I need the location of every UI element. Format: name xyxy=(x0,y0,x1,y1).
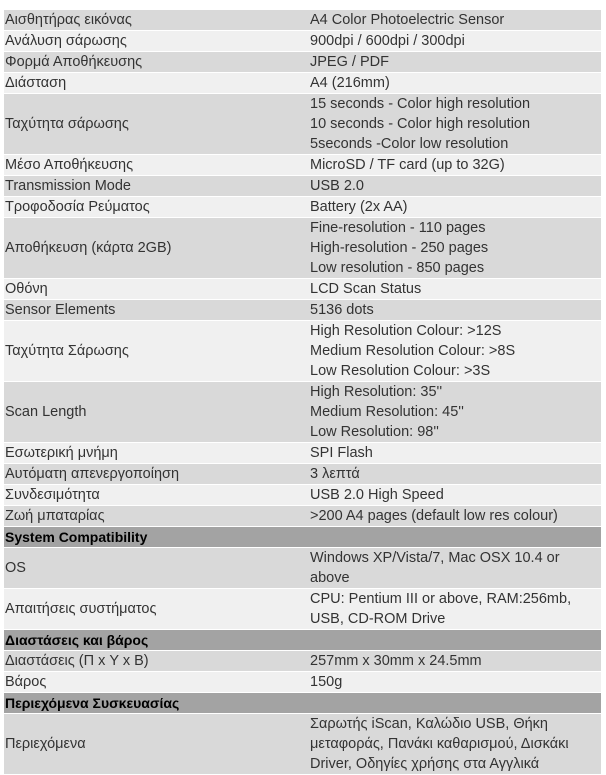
spec-label: Διαστάσεις (Π x Υ x Β) xyxy=(4,651,309,672)
spec-value xyxy=(309,10,601,31)
spec-value-line: LCD Scan Status xyxy=(310,281,422,297)
spec-label: Τροφοδοσία Ρεύματος xyxy=(4,197,309,218)
spec-value-line: >200 A4 pages (default low res colour) xyxy=(310,508,558,524)
spec-row xyxy=(4,279,601,300)
spec-value-line: High-resolution - 250 pages xyxy=(310,240,489,256)
spec-value-line: A4 (216mm) xyxy=(310,75,390,91)
spec-row xyxy=(4,155,601,176)
spec-value xyxy=(309,94,601,155)
spec-row xyxy=(4,73,601,94)
section-title: Διαστάσεις και βάρος xyxy=(4,630,601,651)
spec-row xyxy=(4,485,601,506)
spec-value xyxy=(309,485,601,506)
spec-row xyxy=(4,443,601,464)
spec-value xyxy=(309,155,601,176)
spec-label: Απαιτήσεις συστήματος xyxy=(4,589,309,630)
spec-value-line: MicroSD / TF card (up to 32G) xyxy=(310,157,505,173)
spec-value-line: 257mm x 30mm x 24.5mm xyxy=(310,653,482,669)
spec-row xyxy=(4,94,601,155)
spec-row xyxy=(4,589,601,630)
section-header xyxy=(4,630,601,651)
spec-value xyxy=(309,218,601,279)
spec-row xyxy=(4,31,601,52)
spec-label: Εσωτερική μνήμη xyxy=(4,443,309,464)
spec-row xyxy=(4,672,601,693)
spec-value xyxy=(309,321,601,382)
spec-value xyxy=(309,279,601,300)
spec-value xyxy=(309,176,601,197)
spec-value-line: Medium Resolution Colour: >8S xyxy=(310,343,516,359)
spec-label: Οθόνη xyxy=(4,279,309,300)
spec-value-line: Low resolution - 850 pages xyxy=(310,260,485,276)
spec-row xyxy=(4,382,601,443)
spec-value-line: 15 seconds - Color high resolution xyxy=(310,96,531,112)
spec-row xyxy=(4,714,601,775)
spec-row xyxy=(4,176,601,197)
spec-value-line: SPI Flash xyxy=(310,445,373,461)
spec-row xyxy=(4,464,601,485)
spec-value-line: USB 2.0 xyxy=(310,178,364,194)
spec-value xyxy=(309,589,601,630)
spec-value xyxy=(309,382,601,443)
spec-label: Ταχύτητα Σάρωσης xyxy=(4,321,309,382)
spec-row xyxy=(4,300,601,321)
spec-value-line: Low Resolution: 98'' xyxy=(310,424,439,440)
spec-row xyxy=(4,506,601,527)
spec-label: Αυτόματη απενεργοποίηση xyxy=(4,464,309,485)
spec-value xyxy=(309,548,601,589)
spec-label: OS xyxy=(4,548,309,589)
spec-value xyxy=(309,714,601,775)
spec-value xyxy=(309,672,601,693)
spec-value-line: Σαρωτής iScan, Καλώδιο USB, Θήκη μεταφοράς, Πανάκι καθαρισμού, Δισκάκι Driver, Οδηγίες χρήσης στα Αγγλικά xyxy=(310,716,569,772)
spec-label: Διάσταση xyxy=(4,73,309,94)
spec-value-line: 3 λεπτά xyxy=(310,466,360,482)
section-title: System Compatibility xyxy=(4,527,601,548)
section-title: Περιεχόμενα Συσκευασίας xyxy=(4,693,601,714)
spec-value xyxy=(309,197,601,218)
spec-row xyxy=(4,10,601,31)
spec-value-line: 5136 dots xyxy=(310,302,374,318)
spec-value xyxy=(309,31,601,52)
spec-value-line: USB 2.0 High Speed xyxy=(310,487,444,503)
spec-row xyxy=(4,197,601,218)
spec-value xyxy=(309,300,601,321)
spec-value xyxy=(309,73,601,94)
section-header xyxy=(4,527,601,548)
spec-value-line: Fine-resolution - 110 pages xyxy=(310,220,486,236)
spec-label: Ταχύτητα σάρωσης xyxy=(4,94,309,155)
spec-value xyxy=(309,52,601,73)
spec-row xyxy=(4,548,601,589)
spec-value-line: CPU: Pentium III or above, RAM:256mb, USB, CD-ROM Drive xyxy=(310,591,572,627)
spec-value xyxy=(309,651,601,672)
spec-value-line: 900dpi / 600dpi / 300dpi xyxy=(310,33,465,49)
spec-value xyxy=(309,443,601,464)
spec-label: Συνδεσιμότητα xyxy=(4,485,309,506)
spec-value-line: Medium Resolution: 45'' xyxy=(310,404,464,420)
spec-row xyxy=(4,52,601,73)
section-header xyxy=(4,693,601,714)
spec-value-line: 150g xyxy=(310,674,343,690)
spec-value-line: 10 seconds - Color high resolution xyxy=(310,116,531,132)
spec-label: Αποθήκευση (κάρτα 2GB) xyxy=(4,218,309,279)
spec-label: Ανάλυση σάρωσης xyxy=(4,31,309,52)
spec-value-line: A4 Color Photoelectric Sensor xyxy=(310,12,505,28)
spec-label: Βάρος xyxy=(4,672,309,693)
spec-value xyxy=(309,464,601,485)
spec-value-line: Battery (2x AA) xyxy=(310,199,408,215)
spec-row xyxy=(4,321,601,382)
spec-row xyxy=(4,218,601,279)
spec-label: Αισθητήρας εικόνας xyxy=(4,10,309,31)
spec-label: Scan Length xyxy=(4,382,309,443)
spec-value-line: Low Resolution Colour: >3S xyxy=(310,363,491,379)
spec-value-line: Windows XP/Vista/7, Mac OSX 10.4 or above xyxy=(310,550,560,586)
spec-label: Sensor Elements xyxy=(4,300,309,321)
spec-value-line: High Resolution Colour: >12S xyxy=(310,323,502,339)
spec-table xyxy=(4,10,601,775)
spec-value-line: 5seconds -Color low resolution xyxy=(310,136,509,152)
spec-table-body xyxy=(4,10,601,775)
spec-label: Περιεχόμενα xyxy=(4,714,309,775)
spec-value-line: High Resolution: 35'' xyxy=(310,384,443,400)
spec-value xyxy=(309,506,601,527)
spec-label: Μέσο Αποθήκευσης xyxy=(4,155,309,176)
spec-label: Ζωή μπαταρίας xyxy=(4,506,309,527)
spec-label: Transmission Mode xyxy=(4,176,309,197)
spec-value-line: JPEG / PDF xyxy=(310,54,389,70)
spec-label: Φορμά Αποθήκευσης xyxy=(4,52,309,73)
spec-row xyxy=(4,651,601,672)
